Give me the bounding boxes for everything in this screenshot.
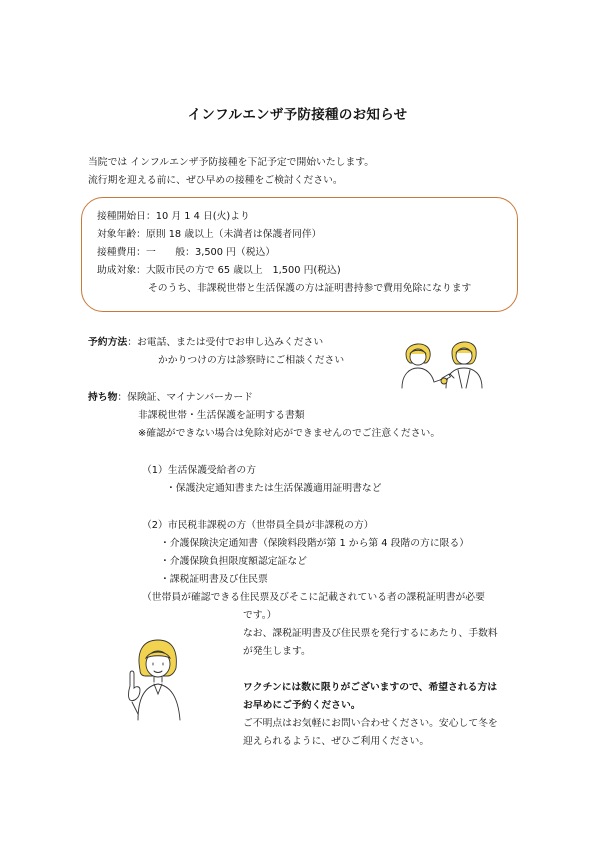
belongings-line-2: 非課税世帯・生活保護を証明する書類 — [138, 410, 305, 421]
section-2-item-1: ・介護保険決定通知書（保険料段階が第 1 から第 4 段階の方に限る） — [160, 538, 470, 549]
fee-note-1: なお、課税証明書及び住民票を発行するにあたり、手数料 — [243, 628, 498, 639]
fee-note-2: が発生します。 — [243, 646, 311, 657]
info-start-date: 接種開始日：10 月 1 4 日(火)より — [97, 211, 250, 222]
contact-note-1: ご不明点はお気軽にお問い合わせください。安心して冬を — [243, 718, 498, 729]
section-1-item: ・保護決定通知書または生活保護適用証明書など — [166, 483, 382, 494]
section-2-item-2: ・介護保険負担限度額認定証など — [160, 556, 307, 567]
belongings-row — [88, 391, 253, 405]
intro-line-1: 当院では インフルエンザ予防接種を下記予定で開始いたします。 — [88, 157, 375, 168]
section-2-item-3: ・課税証明書及び住民票 — [160, 574, 268, 585]
section-2-note-1: （世帯員が確認できる住民票及びそこに記載されている者の課税証明書が必要 — [142, 592, 485, 603]
intro-line-2: 流行期を迎える前に、ぜひ早めの接種をご検討ください。 — [88, 175, 343, 186]
limited-vaccine-notice-2: お早めにご予約ください。 — [243, 700, 361, 711]
reservation-line-2: かかりつけの方は診察時にご相談ください — [158, 355, 345, 366]
section-2-note-2: です。） — [243, 610, 277, 621]
belongings-label: 持ち物 — [88, 392, 118, 403]
reservation-label: 予約方法 — [88, 337, 128, 348]
section-1-heading: （1）生活保護受給者の方 — [142, 465, 256, 476]
info-fee: 接種費用：一 般：3,500 円（税込） — [97, 247, 276, 258]
belongings-warning: ※確認ができない場合は免除対応ができませんのでご注意ください。 — [138, 428, 441, 439]
belongings-text: ：保険証、マイナンバーカード — [117, 392, 253, 403]
info-target-age: 対象年齢：原則 18 歳以上（未満者は保護者同伴） — [97, 229, 322, 240]
reservation-text: ：お電話、または受付でお申し込みください — [127, 337, 324, 348]
vaccination-illustration — [398, 336, 494, 392]
limited-vaccine-notice-1: ワクチンには数に限りがございますので、希望される方は — [243, 682, 498, 693]
contact-note-2: 迎えられるように、ぜひご利用ください。 — [243, 736, 430, 747]
section-2-heading: （2）市民税非課税の方（世帯員全員が非課税の方） — [142, 520, 374, 531]
reservation-row — [88, 336, 323, 350]
info-subsidy: 助成対象：大阪市民の方で 65 歳以上 1,500 円(税込) — [97, 265, 341, 276]
page-title: インフルエンザ予防接種のお知らせ — [187, 107, 408, 123]
pointing-nurse-illustration — [124, 636, 188, 722]
info-exemption: そのうち、非課税世帯と生活保護の方は証明書持参で費用免除になります — [148, 283, 472, 294]
